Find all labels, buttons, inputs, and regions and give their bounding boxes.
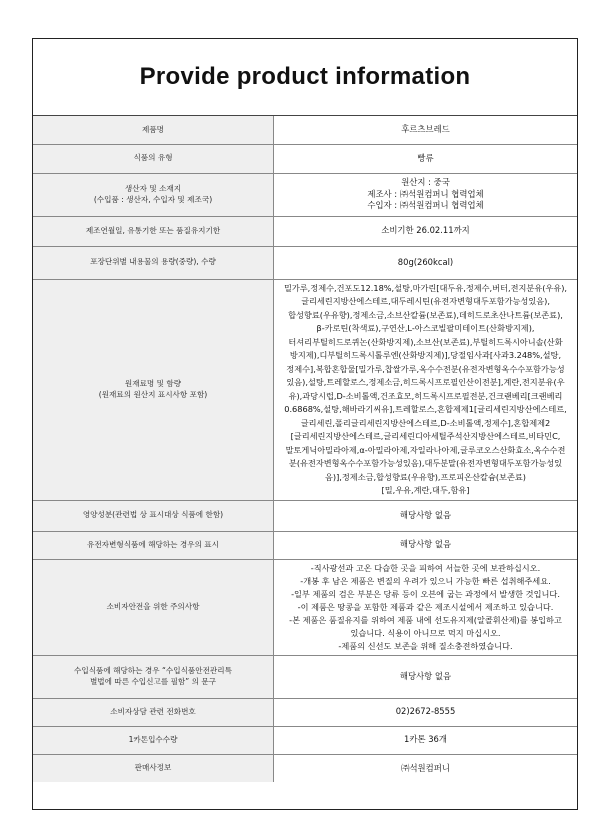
row-value-line: β-카로틴(착색료),구연산,L-아스코빌팔미테이트(산화방지제), (316, 323, 535, 333)
row-value (274, 500, 578, 531)
row-value (274, 173, 578, 216)
row-label-line: 판매사정보 (134, 763, 172, 773)
row-value-line: -제품의 신선도 보존을 위해 질소충전하였습니다. (338, 640, 513, 651)
row-value-line: 제조사 : ㈜석원컴퍼니 협력업체 (367, 188, 484, 199)
row-value-line: 0.6868%,설탕,해바라기씨유],트레할로스,혼합제제1[글리세린지방산에스테르, (284, 404, 567, 414)
row-value-line: ㈜석원컴퍼니 (401, 762, 450, 773)
row-label-line: 영양성분(관련법 상 표시대상 식품에 한함) (82, 510, 224, 520)
row-value (274, 144, 578, 173)
row-label-line: 소비자상담 관련 전화번호 (110, 706, 196, 716)
nutrition-row (33, 500, 577, 531)
row-value (274, 726, 578, 754)
row-value (274, 246, 578, 279)
row-value-line: 해당사항 없음 (399, 509, 452, 520)
row-value-line: 빵류 (417, 152, 434, 163)
row-label-line: 별법에 따른 수입신고를 필함” 의 문구 (89, 676, 217, 686)
row-label-line: 수입식품에 해당하는 경우 “수입식품안전관리특 (74, 666, 232, 676)
row-label (33, 116, 274, 144)
carton-quantity-row (33, 726, 577, 754)
row-label-line: 제조연월일, 유통기한 또는 품질유지기한 (85, 225, 221, 235)
row-value (274, 116, 578, 144)
row-value-line: 1카톤 36개 (404, 734, 447, 745)
row-value-line: 해당사항 없음 (399, 670, 452, 681)
row-value-line: 말토게닉아밀라아제,α-아밀라아제,자일라나아제,글루코오스산화효소,옥수수전 (285, 444, 566, 455)
row-label (33, 500, 274, 531)
safety-caution-row (33, 559, 577, 655)
product-info-table (33, 116, 577, 782)
row-label-line: (원재료의 원산지 표시사항 포함) (98, 389, 208, 399)
row-value-line: 유),과당시럽,D-소비톨액,건조효모,히드록시프로필전분,건크랜베리[크랜베리 (288, 390, 563, 401)
seller-info-row (33, 754, 577, 782)
row-label (33, 726, 274, 754)
row-value (274, 531, 578, 559)
row-label (33, 698, 274, 726)
row-value-line: -일부 제품의 검은 부분은 당류 등이 오븐에 굽는 과정에서 발생한 것입니다. (291, 588, 560, 599)
row-label (33, 216, 274, 246)
package-volume-row (33, 246, 577, 279)
row-value-line: 합성향료(우유향),정제소금,소브산칼륨(보존료),데히드로초산나트륨(보존료), (288, 309, 563, 320)
row-label-line: 1카톤입수수량 (128, 734, 178, 744)
producer-location-row (33, 173, 577, 216)
row-value-line: 정제수],복합혼합물[밀가루,찹쌀가루,옥수수전분(유전자변형옥수수포함가능성 (286, 363, 565, 374)
row-value-line: -본 제품은 품질유지를 위하여 제품 내에 선도유지제(알콜휘산제)를 봉입하고 (289, 614, 562, 625)
row-value-line: -이 제품은 땅콩을 포함한 제품과 같은 제조시설에서 제조하고 있습니다. (297, 601, 554, 612)
row-label (33, 144, 274, 173)
row-value-line: -직사광선과 고온 다습한 곳을 피하여 서늘한 곳에 보관하십시오. (310, 562, 541, 573)
row-value-line: [밀,우유,계란,대두,함유] (381, 485, 470, 495)
row-value-line: 있음),설탕,트레할로스,정제소금,히드록시프로필인산이전분],계란,전지분유(우 (286, 377, 565, 387)
row-value-line: 밀가루,정제수,건포도12.18%,설탕,마가린[대두유,정제수,버터,전지분유(우유), (283, 282, 568, 293)
product-info-rows (33, 116, 577, 782)
row-label (33, 279, 274, 500)
row-label (33, 754, 274, 782)
row-label-line: 포장단위별 내용물의 용량(중량), 수량 (90, 257, 216, 267)
row-value-line: 수입자 : ㈜석원컴퍼니 협력업체 (367, 200, 484, 211)
row-label-line: 생산자 및 소재지 (124, 184, 182, 194)
page-title: Provide product information (33, 39, 577, 116)
row-value (274, 698, 578, 726)
row-label (33, 559, 274, 655)
row-value-line: 후르츠브레드 (401, 124, 450, 135)
expiry-row (33, 216, 577, 246)
row-value (274, 754, 578, 782)
row-value-line: 80g(260kcal) (397, 256, 454, 267)
row-value-line: 02)2672-8555 (395, 706, 456, 717)
row-value-line: [글리세린지방산에스테르,글리세린디아세틸주석산지방산에스테르,비타민C, (290, 431, 561, 441)
food-type-row (33, 144, 577, 173)
row-value-line: 글리세린지방산에스테르,대두레시틴(유전자변형대두포함가능성있음), (301, 296, 550, 306)
row-value-line: 터셔리부틸히드로퀴논(산화방지제),소브산(보존료),부틸히드록시아니솔(산화 (288, 336, 563, 347)
row-value-line: 있습니다. 식용이 아니므로 먹지 마십시오. (350, 627, 501, 638)
row-label-line: 원재료명 및 함량 (124, 379, 182, 389)
row-value-line: 해당사항 없음 (399, 539, 452, 550)
row-value (274, 216, 578, 246)
row-label-line: (수입품 : 생산자, 수입자 및 제조국) (93, 194, 213, 204)
row-label-line: 소비자안전을 위한 주의사항 (106, 601, 200, 611)
import-notice-row (33, 655, 577, 698)
row-value (274, 655, 578, 698)
gmo-row (33, 531, 577, 559)
row-label (33, 246, 274, 279)
row-value-line: 원산지 : 중국 (401, 177, 450, 188)
row-label (33, 173, 274, 216)
row-value-line: 글리세린,폴리글리세린지방산에스테르,D-소비톨액,정제수],혼합제제2 (300, 417, 551, 428)
row-value-line: 방지제),디부틸히드록시톨루엔(산화방지제)],당절임사과[사과3.248%,설탕, (289, 350, 562, 360)
product-name-row (33, 116, 577, 144)
product-info-sheet (32, 38, 578, 810)
row-label (33, 531, 274, 559)
row-label (33, 655, 274, 698)
row-label-line: 식품의 유형 (133, 153, 173, 163)
row-value (274, 559, 578, 655)
row-value-line: -개봉 후 남은 제품은 변질의 우려가 있으니 가능한 빠른 섭취해주세요. (300, 575, 551, 586)
row-label-line: 유전자변형식품에 해당하는 경우의 표시 (87, 539, 219, 549)
row-value-line: 소비기한 26.02.11까지 (381, 225, 470, 236)
row-value-line: 분(유전자변형옥수수포함가능성있음),대두분말(유전자변형대두포함가능성있 (288, 458, 563, 468)
ingredients-row (33, 279, 577, 500)
row-value-line: 음)],정제소금,합성향료(우유향),프로피온산칼슘(보존료) (325, 471, 526, 482)
row-value (274, 279, 578, 500)
consumer-phone-row (33, 698, 577, 726)
row-label-line: 제품명 (141, 124, 164, 134)
